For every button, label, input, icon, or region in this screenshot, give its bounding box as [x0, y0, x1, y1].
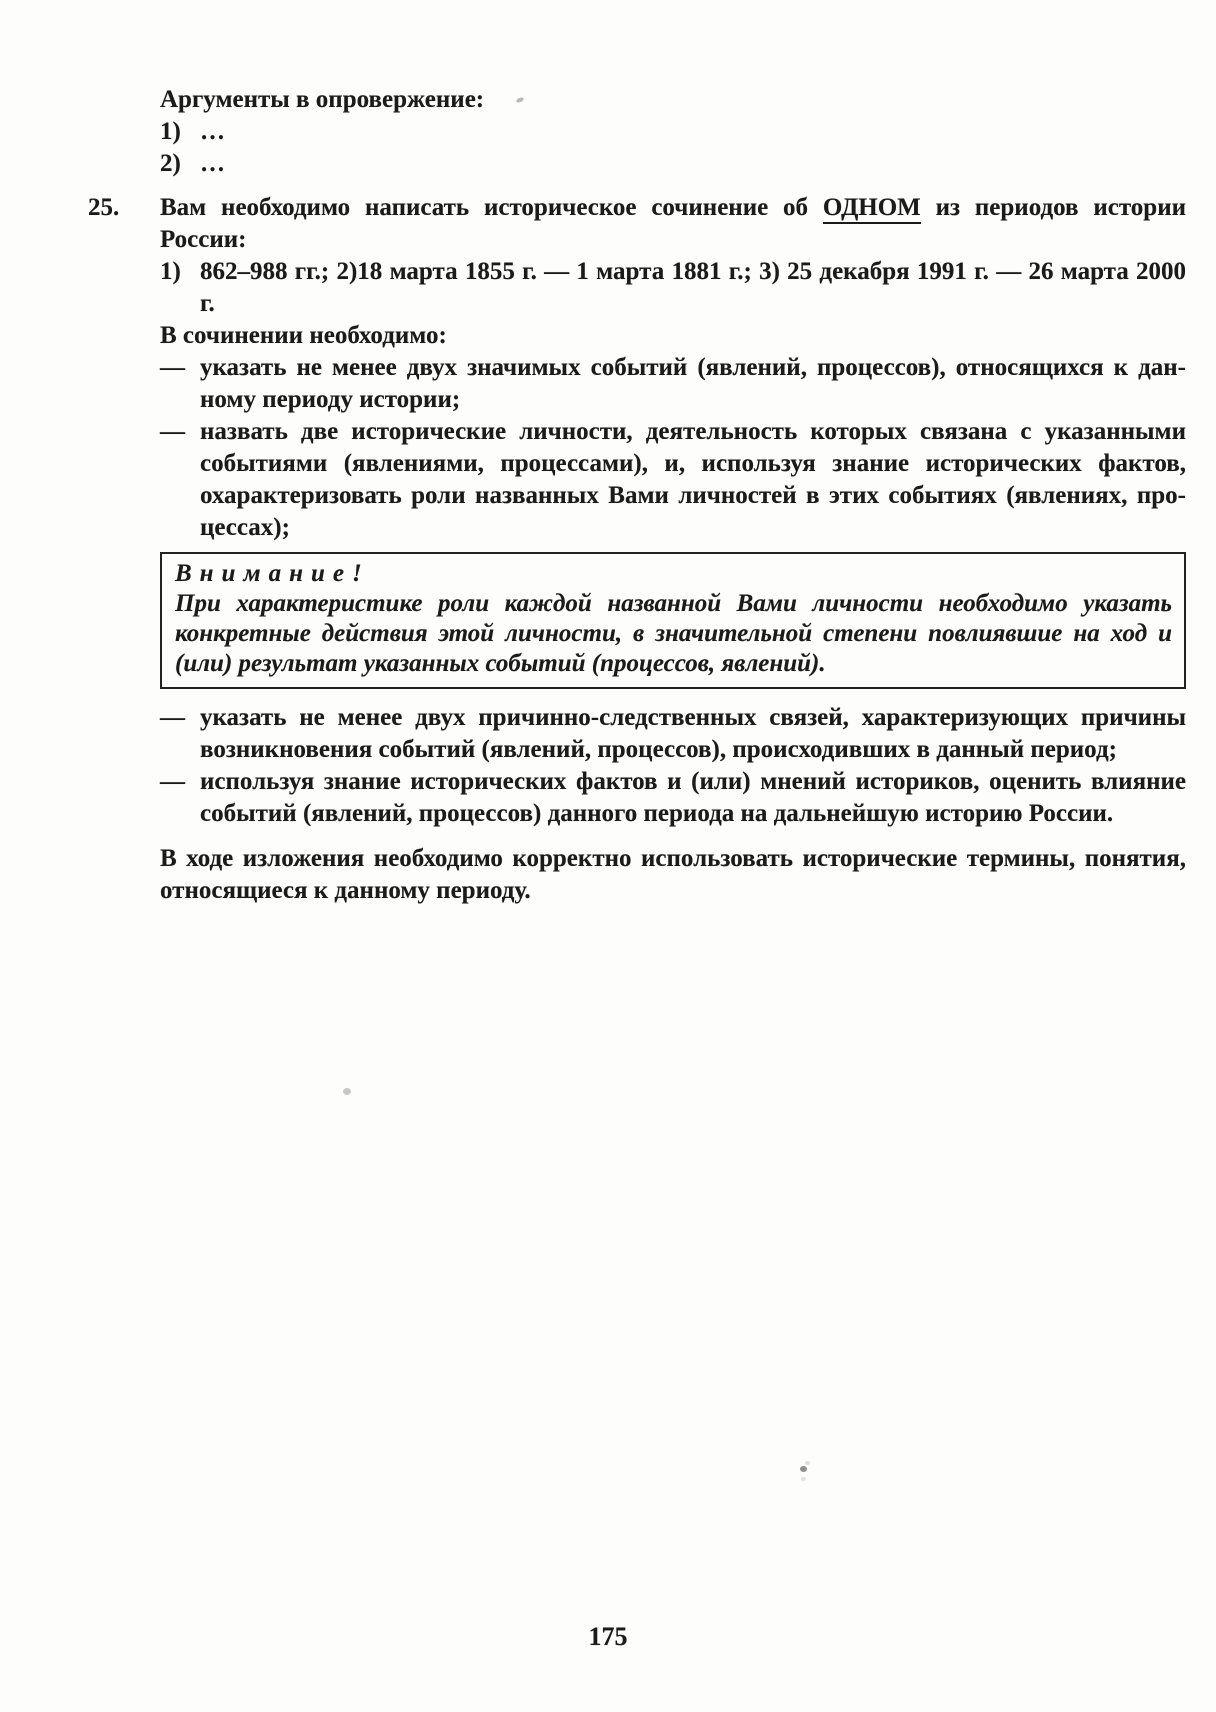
dash-marker: —: [160, 768, 185, 795]
refutation-heading: Аргументы в опровержение:: [160, 86, 485, 113]
scan-speck: [343, 1088, 351, 1095]
scan-speck: [800, 1466, 807, 1472]
requirement-item: [160, 352, 1186, 416]
refutation-item-2: [160, 148, 1186, 180]
task-25-number: 25.: [88, 194, 120, 221]
requirement-text: указать не менее двух причинно-следственных связей, характеризующих причины возникновения событий (явлений, процессов), происходивших в данный период;: [200, 704, 1186, 763]
requirement-item: [160, 702, 1186, 766]
refutation-item-text: …: [200, 118, 225, 145]
requirements-heading: В сочинении необходимо:: [160, 322, 447, 349]
dash-marker: —: [160, 704, 185, 731]
list-marker: 1): [160, 118, 181, 145]
requirement-text: указать не менее двух значимых событий (явлений, процессов), относящихся к данному периоду истории;: [200, 354, 1186, 413]
list-marker: 2): [160, 150, 181, 177]
list-marker: 1): [160, 258, 181, 285]
attention-title: Внимание!: [175, 560, 370, 587]
task-intro-underlined-word: ОДНОМ: [823, 194, 921, 224]
page-number: 175: [588, 1622, 628, 1651]
task-25-intro: [160, 192, 1186, 256]
dash-marker: —: [160, 354, 185, 381]
refutation-item-1: [160, 116, 1186, 148]
task-intro-before: Вам необходимо написать историческое сочинение об: [160, 194, 823, 221]
task-periods-list: [160, 256, 1186, 320]
text-column: [160, 84, 1186, 907]
requirement-item: [160, 416, 1186, 544]
requirement-text: используя знание исторических фактов и (или) мнений историков, оценить влияние событий (явлений, процессов) данного периода на дальнейшую историю России.: [200, 768, 1186, 827]
refutation-item-text: …: [200, 150, 225, 177]
dash-marker: —: [160, 418, 185, 445]
task-intro-after: из периодов истории России:: [160, 194, 1186, 253]
closing-paragraph: В ходе изложения необходимо корректно использовать исторические термины, понятия, относящиеся к данному периоду.: [160, 845, 1186, 904]
requirement-text: назвать две исторические личности, деятельность которых связана с указанными событиями (явлениями, процессами), и, используя знание исторических фактов, охарактеризовать роли названных Вами личностей в этих событиях (явлениях, процессах);: [200, 418, 1186, 541]
task-periods-text: 862–988 гг.; 2)18 марта 1855 г. — 1 марта 1881 г.; 3) 25 декабря 1991 г. — 26 марта 2000 г.: [200, 258, 1186, 317]
attention-body: При характеристике роли каждой названной Вами личности необходимо указать конкретные действия этой личности, в значительной степени повлиявшие на ход и (или) результат указанных событий (процессов, явлений).: [175, 590, 1172, 677]
attention-note-box: [160, 552, 1186, 689]
requirement-item: [160, 766, 1186, 830]
